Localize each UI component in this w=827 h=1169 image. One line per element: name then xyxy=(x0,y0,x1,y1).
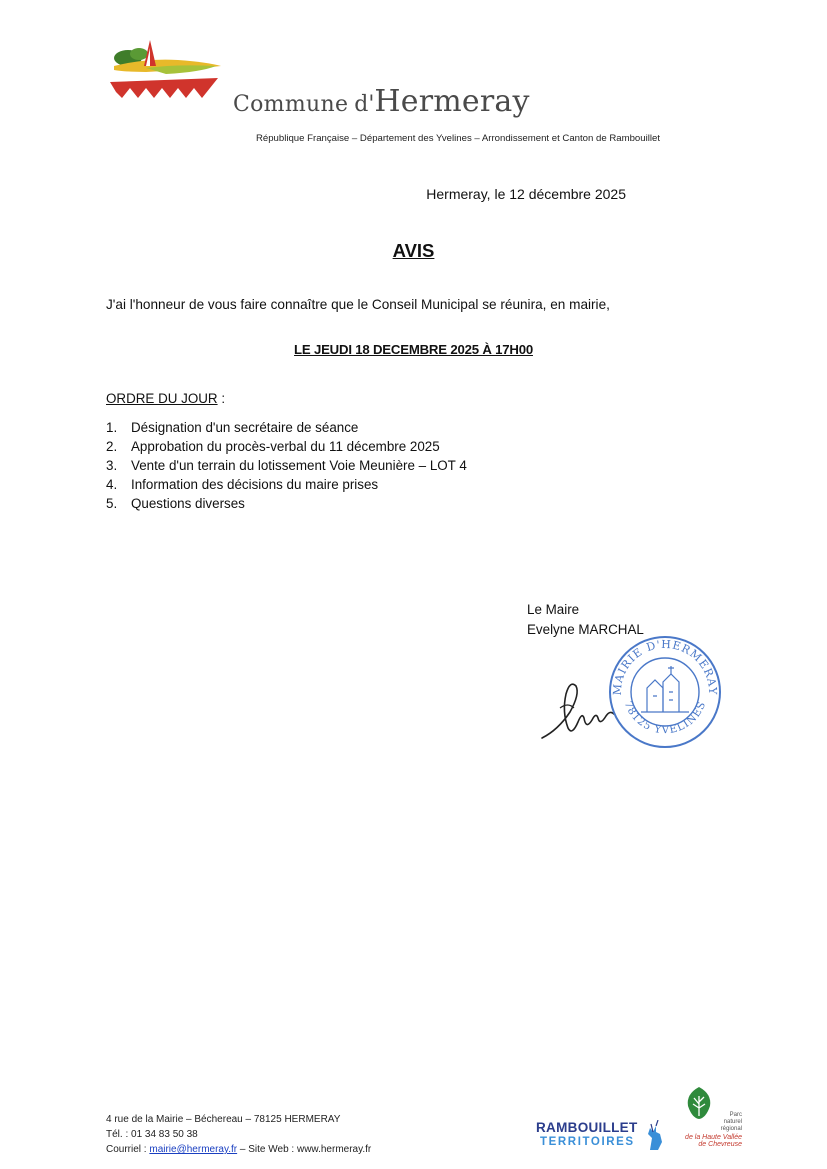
agenda-item-text: Information des décisions du maire prises xyxy=(131,477,379,492)
brand-word-apostrophe: d' xyxy=(354,92,375,117)
notice-title: AVIS xyxy=(392,240,435,261)
brand-word-commune: Commune xyxy=(233,92,349,117)
mayor-role: Le Maire xyxy=(527,602,580,617)
agenda-item-number: 2. xyxy=(106,439,118,454)
pnr-text xyxy=(680,1112,742,1148)
agenda-item-number: 5. xyxy=(106,496,118,511)
rambouillet-territoires-logo xyxy=(536,1118,666,1154)
footer-website: – Site Web : www.hermeray.fr xyxy=(237,1144,372,1155)
svg-text:78125 YVELINES xyxy=(622,699,709,736)
pnr-line1: de la Haute Vallée xyxy=(685,1133,742,1141)
rt-logo-line2: TERRITOIRES xyxy=(540,1136,635,1148)
commune-logo xyxy=(106,36,226,116)
footer-mail-label: Courriel : xyxy=(106,1144,150,1155)
agenda-item xyxy=(106,456,467,475)
footer-phone: Tél. : 01 34 83 50 38 xyxy=(106,1129,198,1140)
agenda-heading xyxy=(106,391,225,406)
footer-mail-link[interactable]: mairie@hermeray.fr xyxy=(149,1144,238,1155)
footer-contact xyxy=(106,1112,371,1157)
pnr-parc: Parc xyxy=(729,1112,742,1118)
intro-paragraph: J'ai l'honneur de vous faire connaître que le Conseil Municipal se réunira, en mairie, xyxy=(106,297,610,312)
pnr-line2: de Chevreuse xyxy=(698,1140,742,1148)
mairie-stamp xyxy=(605,630,725,750)
agenda-item xyxy=(106,475,467,494)
meeting-date: LE JEUDI 18 DECEMBRE 2025 À 17H00 xyxy=(294,342,533,357)
parc-naturel-logo xyxy=(680,1086,742,1156)
footer-address: 4 rue de la Mairie – Béchereau – 78125 HERMERAY xyxy=(106,1114,341,1125)
agenda-item xyxy=(106,418,467,437)
agenda-item xyxy=(106,437,467,456)
stamp-bottom-text: 78125 YVELINES xyxy=(621,699,709,737)
rt-logo-line1: RAMBOUILLET xyxy=(536,1120,638,1135)
pnr-regional: régional xyxy=(720,1126,742,1133)
agenda-item xyxy=(106,494,467,513)
commune-name xyxy=(233,84,530,119)
agenda-item-text: Questions diverses xyxy=(131,496,245,511)
agenda-item-text: Vente d'un terrain du lotissement Voie Meunière – LOT 4 xyxy=(131,458,467,473)
administrative-subtitle: République Française – Département des Yvelines – Arrondissement et Canton de Rambouillet xyxy=(255,133,660,144)
brand-word-hermeray: Hermeray xyxy=(374,84,530,119)
date-line: Hermeray, le 12 décembre 2025 xyxy=(426,186,626,202)
footer-mail-line xyxy=(106,1142,371,1157)
agenda-heading-colon: : xyxy=(217,391,226,406)
agenda-item-number: 3. xyxy=(106,458,118,473)
agenda-item-number: 1. xyxy=(106,420,118,435)
svg-text:MAIRIE D'HERMERAY xyxy=(611,638,719,696)
mayor-name: Evelyne MARCHAL xyxy=(527,622,644,637)
agenda-item-text: Approbation du procès-verbal du 11 décembre 2025 xyxy=(131,439,440,454)
stamp-top-text: MAIRIE D'HERMERAY xyxy=(610,637,720,696)
pnr-naturel: naturel xyxy=(723,1119,742,1126)
agenda-item-number: 4. xyxy=(106,477,118,492)
agenda-item-text: Désignation d'un secrétaire de séance xyxy=(131,420,359,435)
agenda-list xyxy=(106,418,467,513)
deer-icon xyxy=(644,1120,666,1152)
agenda-heading-text: ORDRE DU JOUR xyxy=(106,391,218,406)
